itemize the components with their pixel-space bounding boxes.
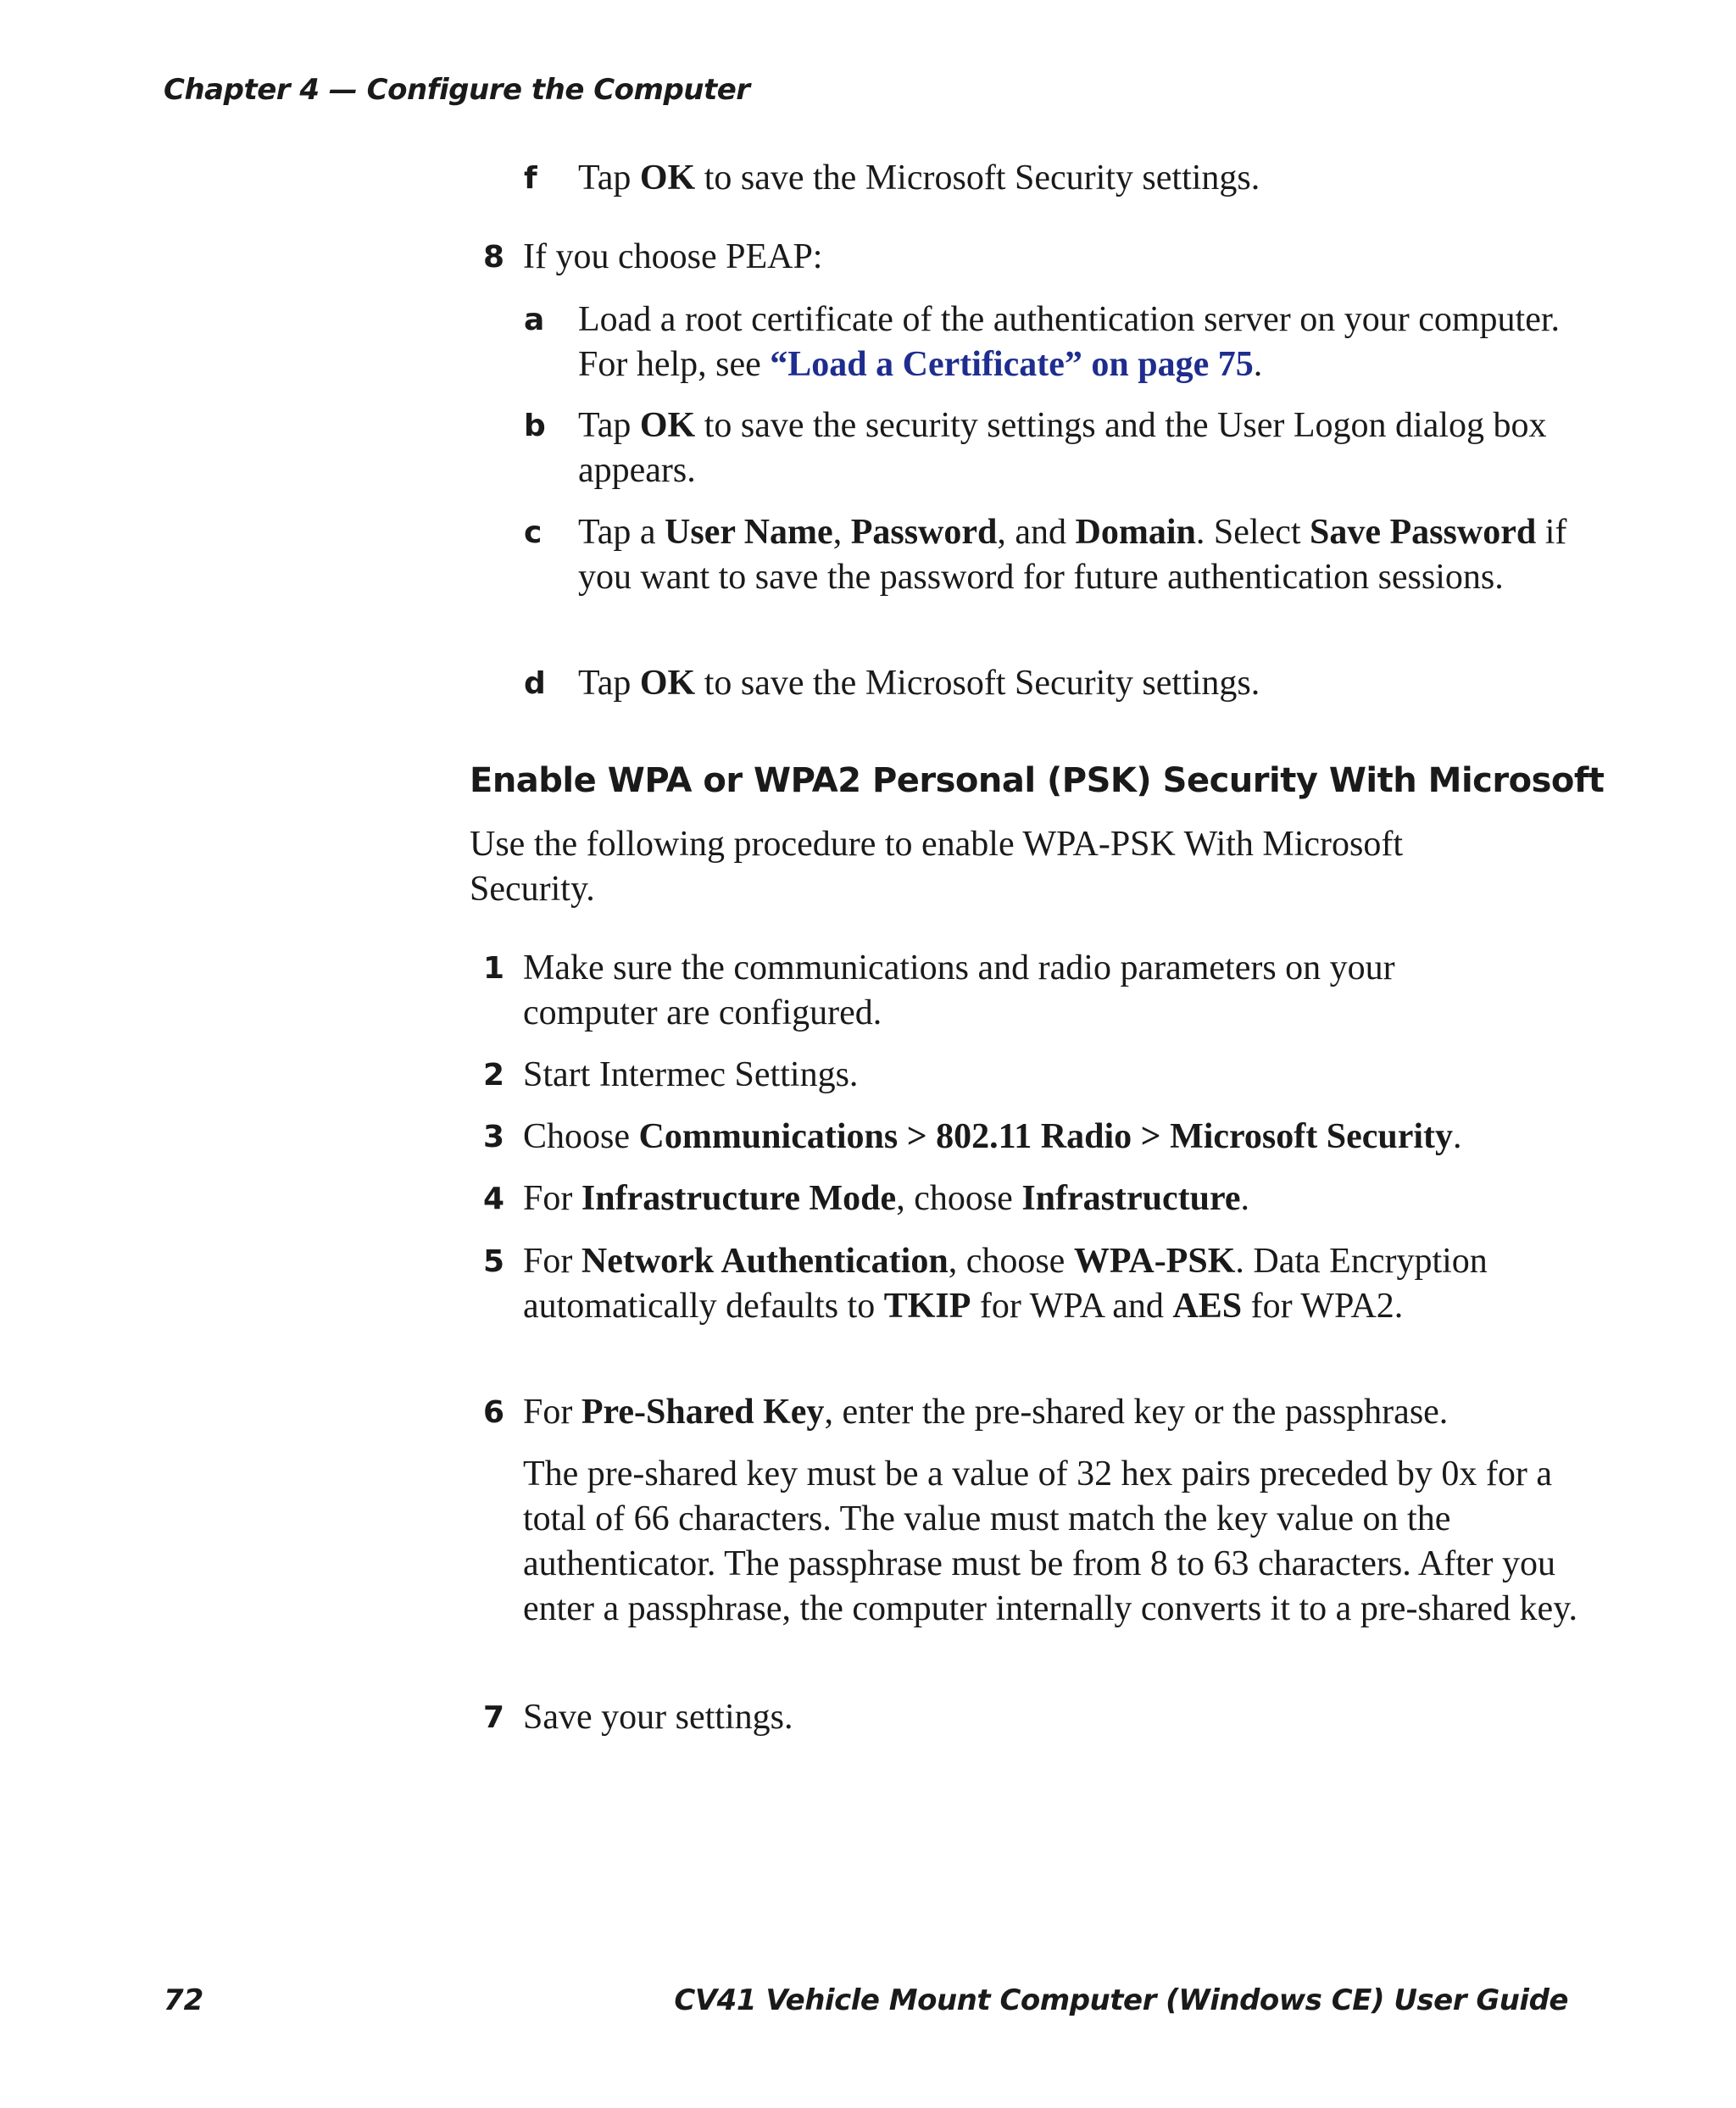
step-8-text: If you choose PEAP: (523, 237, 823, 276)
step-label: 1 (482, 951, 504, 986)
step-label: 6 (482, 1395, 504, 1430)
step-1-text: Make sure the communications and radio parameters on your computer are configured. (523, 948, 1395, 1032)
page-number: 72 (164, 1983, 204, 2017)
step-5-text: For Network Authentication, choose WPA-PSK. Data Encryption automatically defaults to TKIP for WPA and AES for WPA2. (523, 1242, 1488, 1326)
step-2-text: Start Intermec Settings. (523, 1055, 859, 1094)
step-label: a (524, 303, 545, 337)
step-3-text: Choose Communications > 802.11 Radio > Microsoft Security. (523, 1117, 1462, 1156)
section-intro: Use the following procedure to enable WPA-PSK With Microsoft Security. (470, 825, 1404, 909)
step-label: 7 (482, 1700, 504, 1735)
step-label: 8 (482, 240, 504, 275)
step-6-note: The pre-shared key must be a value of 32 hex pairs preceded by 0x for a total of 66 characters. The value must match the key value on the authenticator. The passphrase must be from 8 to 63 characters. After you enter a passphrase, the computer internally converts it to a pre-shared key. (523, 1454, 1577, 1628)
step-6-text: For Pre-Shared Key, enter the pre-shared key or the passphrase. (523, 1393, 1449, 1432)
step-label: 3 (482, 1120, 504, 1154)
step-label: 2 (482, 1058, 504, 1093)
chapter-header: Chapter 4 — Configure the Computer (164, 73, 750, 107)
step-8d-text: Tap OK to save the Microsoft Security settings. (578, 664, 1260, 703)
step-4-text: For Infrastructure Mode, choose Infrastructure. (523, 1179, 1250, 1218)
step-label: b (524, 409, 546, 443)
section-heading: Enable WPA or WPA2 Personal (PSK) Security With Microsoft (470, 761, 1605, 800)
step-8c-text: Tap a User Name, Password, and Domain. Select Save Password if you want to save the password for future authentication sessions. (578, 513, 1567, 597)
step-label: d (524, 666, 546, 701)
load-certificate-link[interactable]: “Load a Certificate” on page 75 (770, 345, 1254, 384)
step-7-text: Save your settings. (523, 1698, 793, 1737)
guide-title: CV41 Vehicle Mount Computer (Windows CE) User Guide (674, 1983, 1568, 2017)
step-label: f (524, 161, 537, 196)
step-8a-text: Load a root certificate of the authentication server on your computer. For help, see “Load a Certificate” on page 75. (578, 300, 1561, 384)
step-f-text: Tap OK to save the Microsoft Security settings. (578, 159, 1260, 197)
step-8b-text: Tap OK to save the security settings and the User Logon dialog box appears. (578, 406, 1547, 490)
step-label: 4 (482, 1182, 504, 1216)
step-label: 5 (482, 1244, 504, 1279)
step-label: c (524, 515, 542, 550)
